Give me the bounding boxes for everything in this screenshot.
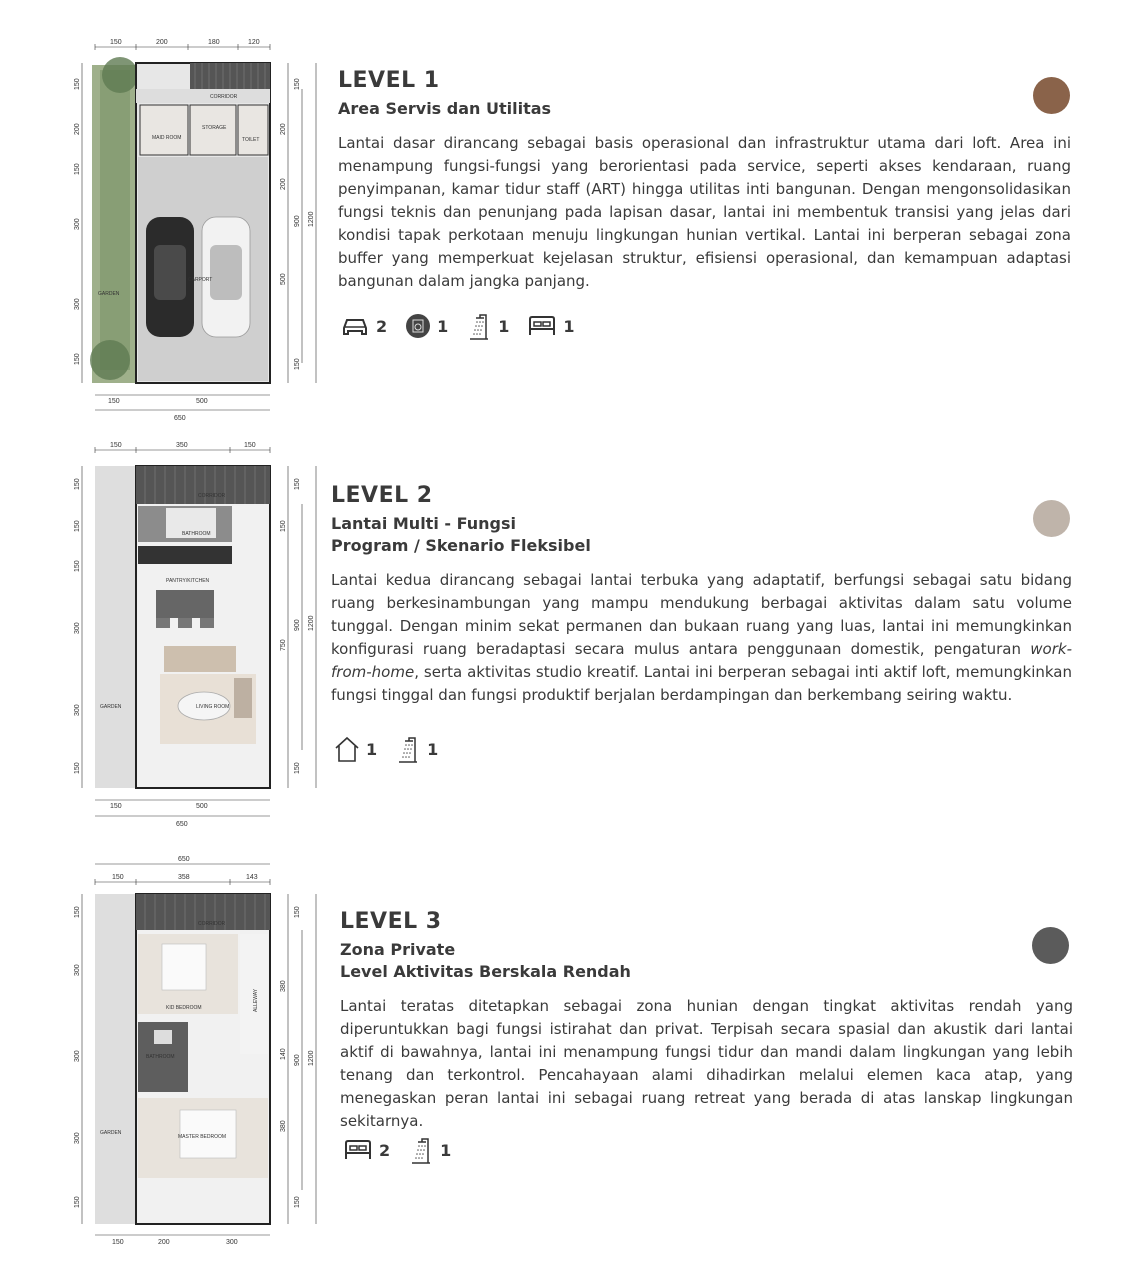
feature-shower xyxy=(395,735,438,763)
feature-house xyxy=(334,735,377,763)
dim-top-total: 650 xyxy=(178,856,190,863)
room-label-garden: GARDEN xyxy=(98,291,120,297)
dim-right-4: 150 xyxy=(294,762,301,774)
feature-washing-machine xyxy=(405,313,448,339)
level-3-features xyxy=(343,1136,469,1164)
shower-icon xyxy=(408,1136,434,1164)
bed-count: 2 xyxy=(379,1140,391,1160)
dim-right-4: 500 xyxy=(280,273,287,285)
shower-count: 1 xyxy=(498,316,510,336)
bed-count: 1 xyxy=(563,316,575,336)
level-2-floor-plan xyxy=(70,438,330,830)
level-3-color-swatch xyxy=(1032,927,1069,964)
dim-top-1: 150 xyxy=(112,874,124,881)
level-3-floor-plan xyxy=(70,852,330,1252)
shower-count: 1 xyxy=(427,739,439,759)
level-2-features xyxy=(334,735,456,763)
dim-left-2: 200 xyxy=(74,123,81,135)
dim-right-3: 140 xyxy=(280,1048,287,1060)
dim-left-6: 150 xyxy=(74,762,81,774)
level-1-color-swatch xyxy=(1033,77,1070,114)
dim-left-1: 150 xyxy=(74,78,81,90)
dim-right-total-1: 900 xyxy=(294,1054,301,1066)
dim-left-5: 150 xyxy=(74,1196,81,1208)
level-2-description-part-1: Lantai kedua dirancang sebagai lantai terbuka yang adaptatif, berfungsi sebagai satu bidang ruang berkesinambungan yang mampu mendukung berbagai aktivitas dalam satu volume tunggal. Dengan minim sekat permanen dan bukaan ruang yang luas, lantai ini memungkinkan konfigurasi ruang beradaptasi secara mulus antara penggunaan domestik, pengaturan xyxy=(331,571,1072,658)
dim-bottom-1: 150 xyxy=(110,803,122,810)
car-count: 2 xyxy=(376,316,388,336)
dim-bottom-total: 650 xyxy=(176,821,188,828)
dim-top-3: 180 xyxy=(208,39,220,46)
dim-right-1: 150 xyxy=(294,78,301,90)
dim-left-1: 150 xyxy=(74,906,81,918)
level-1-subtitle: Area Servis dan Utilitas xyxy=(338,99,552,118)
level-2-description xyxy=(331,569,1072,707)
dim-right-total-2: 1200 xyxy=(308,211,315,227)
room-label-bathroom: BATHROOM xyxy=(146,1054,175,1060)
feature-shower xyxy=(466,312,509,340)
level-2-description-part-2: , serta aktivitas studio kreatif. Lantai ini berperan sebagai inti aktif loft, memungkinkan fungsi tinggal dan fungsi produktif berjalan berdampingan dan berkembang seiring waktu. xyxy=(331,663,1072,704)
dim-right-1: 150 xyxy=(294,478,301,490)
dim-top-1: 150 xyxy=(110,442,122,449)
dim-bottom-2: 200 xyxy=(158,1239,170,1246)
level-3-title: LEVEL 3 xyxy=(340,909,442,934)
dim-left-4: 300 xyxy=(74,622,81,634)
house-count: 1 xyxy=(366,739,378,759)
dim-left-1: 150 xyxy=(74,478,81,490)
dim-right-4: 380 xyxy=(280,1120,287,1132)
shower-icon xyxy=(466,312,492,340)
feature-shower xyxy=(408,1136,451,1164)
level-2-description-emphasis: work-from-home xyxy=(331,640,1072,681)
dim-right-total-2: 1200 xyxy=(308,1050,315,1066)
room-label-corridor: CORRIDOR xyxy=(198,493,226,499)
level-3-subtitle-2: Level Aktivitas Berskala Rendah xyxy=(340,962,631,981)
dim-top-2: 200 xyxy=(156,39,168,46)
room-label-alleway: ALLEWAY xyxy=(253,988,259,1012)
feature-car xyxy=(340,314,387,338)
dim-bottom-2: 500 xyxy=(196,803,208,810)
car-icon xyxy=(340,314,370,338)
level-3-subtitle-1: Zona Private xyxy=(340,940,456,959)
dim-bottom-3: 300 xyxy=(226,1239,238,1246)
bed-icon xyxy=(527,314,557,338)
room-label-garden: GARDEN xyxy=(100,704,122,710)
dim-bottom-total: 650 xyxy=(174,415,186,422)
level-2-title: LEVEL 2 xyxy=(331,483,433,508)
shower-icon xyxy=(395,735,421,763)
dim-bottom-2: 500 xyxy=(196,398,208,405)
dim-right-total-2: 1200 xyxy=(308,615,315,631)
room-label-master-bedroom: MASTER BEDROOM xyxy=(178,1134,227,1140)
dim-right-2: 200 xyxy=(280,123,287,135)
dim-left-3: 150 xyxy=(74,560,81,572)
level-1-floor-plan xyxy=(70,35,330,425)
room-label-kid-bedroom: KID BEDROOM xyxy=(166,1005,202,1011)
dim-right-3: 200 xyxy=(280,178,287,190)
dim-left-6: 150 xyxy=(74,353,81,365)
washing-machine-icon xyxy=(405,313,431,339)
dim-right-5: 150 xyxy=(294,1196,301,1208)
room-label-toilet: TOILET xyxy=(242,137,260,143)
room-label-garden: GARDEN xyxy=(100,1130,122,1136)
feature-bed xyxy=(527,314,574,338)
dim-top-1: 150 xyxy=(110,39,122,46)
feature-bed xyxy=(343,1138,390,1162)
dim-bottom-1: 150 xyxy=(112,1239,124,1246)
dim-top-3: 150 xyxy=(244,442,256,449)
level-2-color-swatch xyxy=(1033,500,1070,537)
dim-right-2: 150 xyxy=(280,520,287,532)
level-2-subtitle-1: Lantai Multi - Fungsi xyxy=(331,514,516,533)
dim-left-2: 300 xyxy=(74,964,81,976)
room-label-maid-room: MAID ROOM xyxy=(152,135,182,141)
room-label-carport: CARPORT xyxy=(188,277,213,283)
dim-right-5: 150 xyxy=(294,358,301,370)
level-3-info xyxy=(340,909,1073,1133)
level-2-subtitle-2: Program / Skenario Fleksibel xyxy=(331,536,591,555)
level-3-description: Lantai teratas ditetapkan sebagai zona hunian dengan tingkat aktivitas rendah yang diperuntukkan bagi fungsi istirahat dan privat. Terpisah secara spasial dan akustik dari lantai aktif di bawahnya, lantai ini menampung fungsi tidur dan mandi dalam lingkungan yang lebih tenang dan terkontrol. Pencahayaan alami dihadirkan melalui elemen kaca atap, yang menegaskan peran lantai ini sebagai ruang retreat yang berada di atas lanskap lingkungan sekitarnya. xyxy=(340,997,1073,1130)
room-label-living-room: LIVING ROOM xyxy=(196,704,230,710)
bed-icon xyxy=(343,1138,373,1162)
room-label-corridor: CORRIDOR xyxy=(210,94,238,100)
washing-machine-count: 1 xyxy=(437,316,449,336)
house-icon xyxy=(334,735,360,763)
level-1-info xyxy=(338,68,1071,293)
dim-right-3: 750 xyxy=(280,639,287,651)
dim-right-1: 150 xyxy=(294,906,301,918)
dim-right-total-1: 900 xyxy=(294,215,301,227)
dim-left-3: 150 xyxy=(74,163,81,175)
dim-left-5: 300 xyxy=(74,298,81,310)
level-1-description: Lantai dasar dirancang sebagai basis operasional dan infrastruktur utama dari loft. Area ini menampung fungsi-fungsi yang berorientasi pada service, seperti akses kendaraan, ruang penyimpanan, kamar tidur staff (ART) hingga utilitas inti bangunan. Dengan mengonsolidasikan fungsi teknis dan penunjang pada lapisan dasar, lantai ini membentuk transisi yang jelas dari kondisi tapak perkotaan menuju lingkungan hunian vertikal. Lantai ini berperan sebagai zona buffer yang memperkuat kejelasan struktur, efisiensi operasional, dan kemampuan adaptasi bangunan dalam jangka panjang. xyxy=(338,134,1071,290)
dim-left-4: 300 xyxy=(74,1132,81,1144)
dim-right-total-1: 900 xyxy=(294,619,301,631)
dim-left-2: 150 xyxy=(74,520,81,532)
level-1-features xyxy=(340,312,593,340)
dim-left-4: 300 xyxy=(74,218,81,230)
dim-top-4: 120 xyxy=(248,39,260,46)
dim-left-5: 300 xyxy=(74,704,81,716)
dim-top-2: 358 xyxy=(178,874,190,881)
level-1-title: LEVEL 1 xyxy=(338,68,440,93)
room-label-corridor: CORRIDOR xyxy=(198,921,226,927)
level-2-info xyxy=(331,483,1072,707)
dim-top-3: 143 xyxy=(246,874,258,881)
dim-top-2: 350 xyxy=(176,442,188,449)
room-label-pantry-kitchen: PANTRY/KITCHEN xyxy=(166,578,210,584)
shower-count: 1 xyxy=(440,1140,452,1160)
dim-bottom-1: 150 xyxy=(108,398,120,405)
room-label-bathroom: BATHROOM xyxy=(182,531,211,537)
room-label-storage: STORAGE xyxy=(202,125,227,131)
dim-left-3: 300 xyxy=(74,1050,81,1062)
dim-right-2: 380 xyxy=(280,980,287,992)
